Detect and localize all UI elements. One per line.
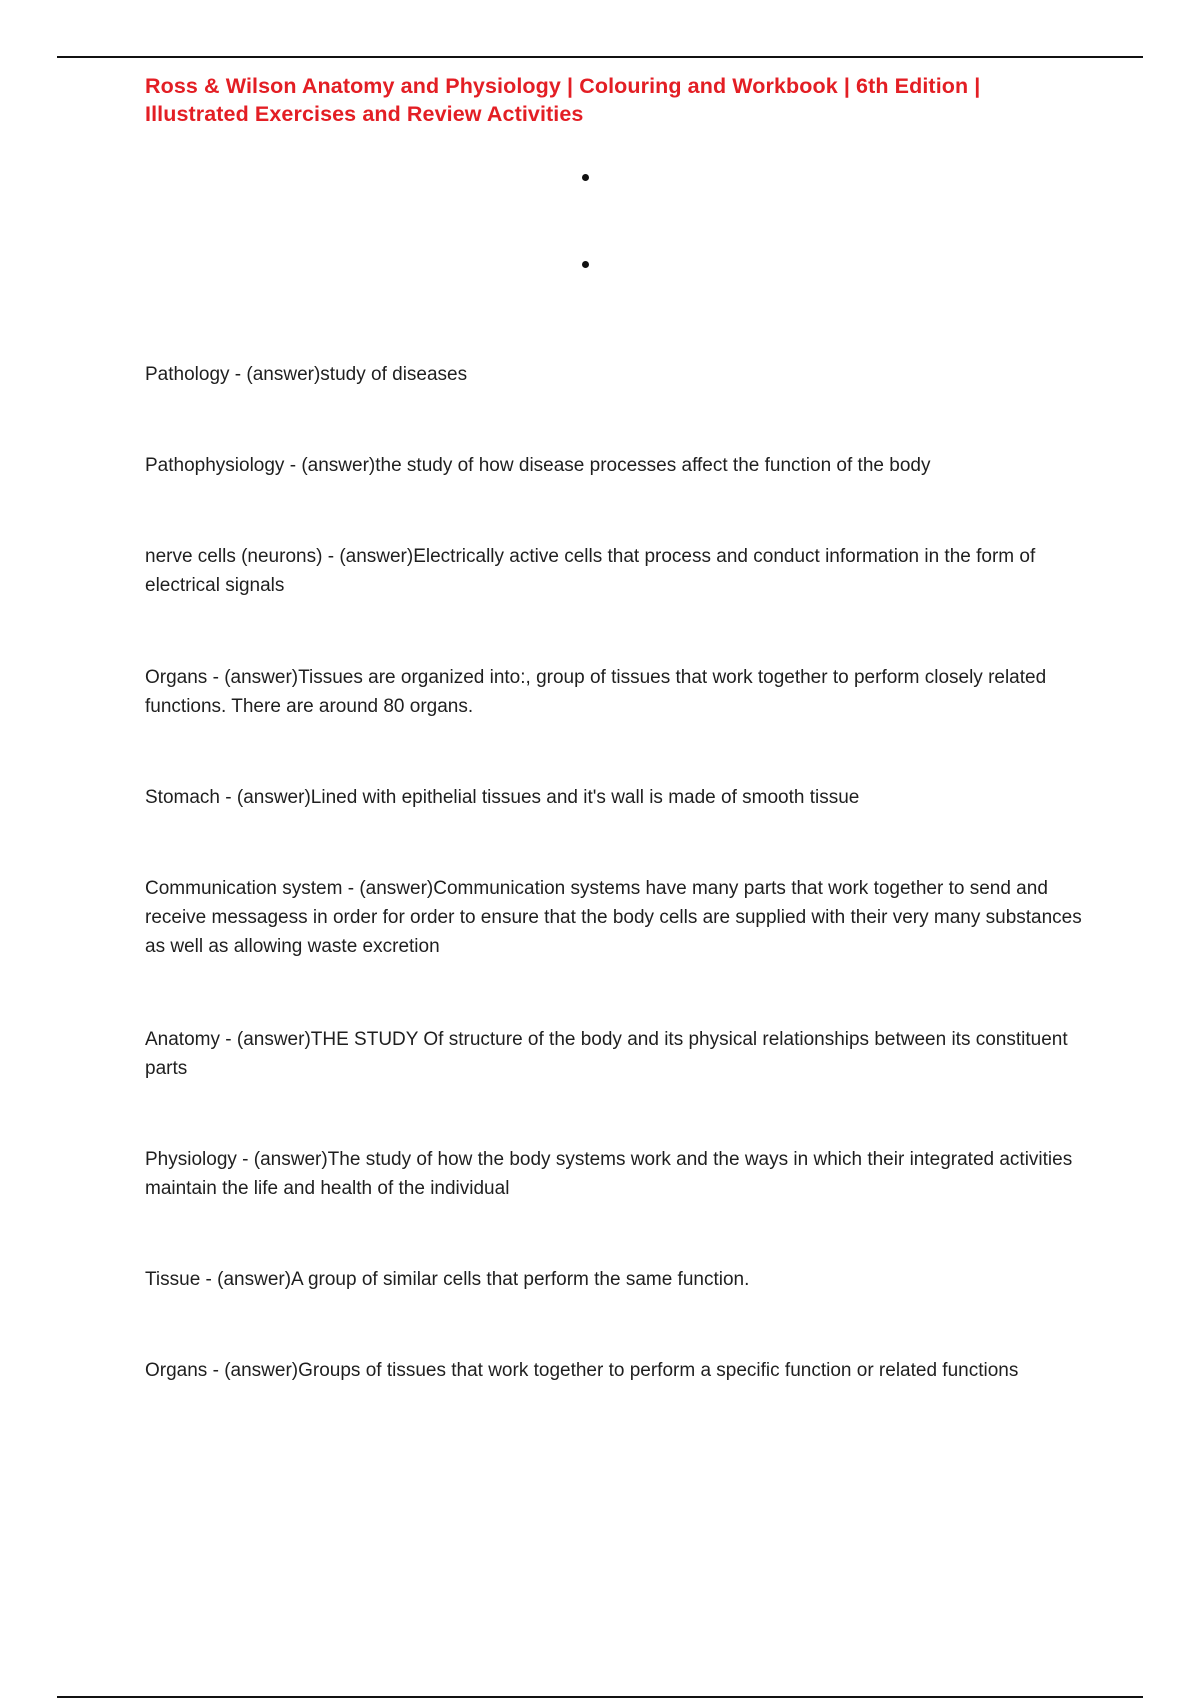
entry-separator: - bbox=[236, 1149, 254, 1170]
flashcard-entry bbox=[145, 1025, 1090, 1083]
bullet-point bbox=[582, 261, 589, 268]
flashcard-entry bbox=[145, 874, 1090, 961]
top-rule bbox=[57, 56, 1143, 58]
bottom-rule bbox=[57, 1696, 1143, 1698]
entry-answer: (answer)Electrically active cells that process and conduct information in the form of electrical signals bbox=[145, 546, 1036, 596]
entry-term: Anatomy bbox=[145, 1029, 220, 1050]
entry-separator: - bbox=[219, 1029, 237, 1050]
entry-separator: - bbox=[207, 667, 225, 688]
entry-separator: - bbox=[229, 364, 247, 385]
flashcard-entry bbox=[145, 1356, 1090, 1385]
entry-answer: (answer)The study of how the body systems work and the ways in which their integrated activities maintain the life and health of the individual bbox=[145, 1149, 1073, 1199]
entry-answer: (answer)Lined with epithelial tissues and it's wall is made of smooth tissue bbox=[236, 787, 860, 808]
entry-separator: - bbox=[200, 1269, 218, 1290]
entry-separator: - bbox=[219, 787, 237, 808]
entry-answer: (answer)study of diseases bbox=[246, 364, 468, 385]
entry-term: Stomach bbox=[145, 787, 220, 808]
entry-term: Communication system bbox=[145, 878, 343, 899]
flashcard-entry bbox=[145, 360, 1090, 389]
flashcard-entry bbox=[145, 542, 1090, 600]
document-title: Ross & Wilson Anatomy and Physiology | Colouring and Workbook | 6th Edition | Illustrated Exercises and Review Activities bbox=[145, 74, 981, 126]
entry-answer: (answer)A group of similar cells that perform the same function. bbox=[217, 1269, 750, 1290]
entry-term: Physiology bbox=[145, 1149, 237, 1170]
bullet-point bbox=[582, 174, 589, 181]
entry-answer: (answer)THE STUDY Of structure of the body and its physical relationships between its constituent parts bbox=[145, 1029, 1068, 1079]
entry-answer: (answer)Communication systems have many parts that work together to send and receive messagess in order for order to ensure that the body cells are supplied with their very many substances as well as allowing waste excretion bbox=[145, 878, 1082, 957]
entry-separator: - bbox=[342, 878, 360, 899]
entry-answer: (answer)Groups of tissues that work together to perform a specific function or related functions bbox=[224, 1360, 1019, 1381]
flashcard-entry bbox=[145, 783, 1090, 812]
flashcard-entry bbox=[145, 663, 1090, 721]
entry-term: Pathophysiology bbox=[145, 455, 285, 476]
entry-separator: - bbox=[284, 455, 302, 476]
flashcard-entry bbox=[145, 1145, 1090, 1203]
entry-separator: - bbox=[207, 1360, 225, 1381]
entry-answer: (answer)Tissues are organized into:, group of tissues that work together to perform closely related functions. There are around 80 organs. bbox=[145, 667, 1047, 717]
flashcard-entry bbox=[145, 1265, 1090, 1294]
entry-separator: - bbox=[322, 546, 340, 567]
entry-answer: (answer)the study of how disease processes affect the function of the body bbox=[301, 455, 931, 476]
entry-term: Tissue bbox=[145, 1269, 201, 1290]
flashcard-entry bbox=[145, 451, 1090, 480]
entry-term: Organs bbox=[145, 667, 208, 688]
entry-term: Pathology bbox=[145, 364, 230, 385]
entry-term: nerve cells (neurons) bbox=[145, 546, 323, 567]
entry-term: Organs bbox=[145, 1360, 208, 1381]
